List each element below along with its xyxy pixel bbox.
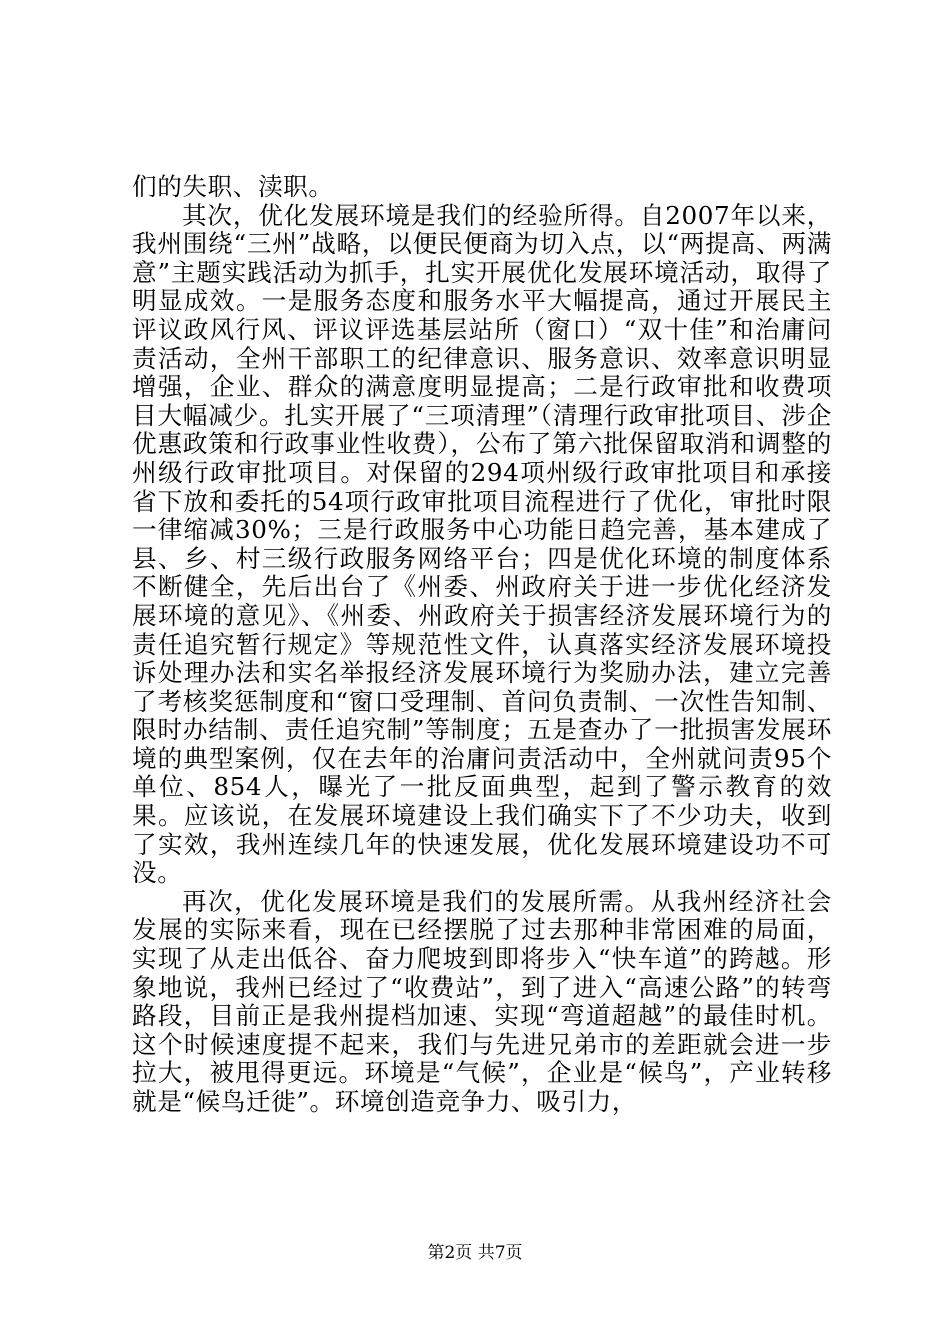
paragraph-development: 再次，优化发展环境是我们的发展所需。从我州经济社会发展的实际来看，现在已经摆脱了过去那种非常困难的局面，实现了从走出低谷、奋力爬坡到即将步入“快车道”的跨越。形象地说，我州已经过了“收费站”，到了进入“高速公路”的转弯路段，目前正是我州提档加速、实现“弯道超越”的最佳时机。这个时候速度提不起来，我们与先进兄弟市的差距就会进一步拉大，被甩得更远。环境是“气候”，企业是“候鸟”，产业转移就是“候鸟迁徙”。环境创造竞争力、吸引力， [132, 886, 832, 1116]
page-footer [0, 1243, 950, 1263]
paragraph-continuation: 们的失职、渎职。 [132, 172, 334, 201]
page-indicator: 第2页 共7页 [427, 1243, 523, 1263]
paragraph-experience: 其次，优化发展环境是我们的经验所得。自2007年以来，我州围绕“三州”战略，以便民便商为切入点，以“两提高、两满意”主题实践活动为抓手，扎实开展优化发展环境活动，取得了明显成效。一是服务态度和服务水平大幅提高，通过开展民主评议政风行风、评议评选基层站所（窗口）“双十佳”和治庸问责活动，全州干部职工的纪律意识、服务意识、效率意识明显增强，企业、群众的满意度明显提高；二是行政审批和收费项目大幅减少。扎实开展了“三项清理”（清理行政审批项目、涉企优惠政策和行政事业性收费），公布了第六批保留取消和调整的州级行政审批项目。对保留的294项州级行政审批项目和承接省下放和委托的54项行政审批项目流程进行了优化，审批时限一律缩减30%；三是行政服务中心功能日趋完善，基本建成了县、乡、村三级行政服务网络平台；四是优化环境的制度体系不断健全，先后出台了《州委、州政府关于进一步优化经济发展环境的意见》、《州委、州政府关于损害经济发展环境行为的责任追究暂行规定》等规范性文件，认真落实经济发展环境投诉处理办法和实名举报经济发展环境行为奖励办法，建立完善了考核奖惩制度和“窗口受理制、首问负责制、一次性告知制、限时办结制、责任追究制”等制度；五是查办了一批损害发展环境的典型案例，仅在去年的治庸问责活动中，全州就问责95个单位、854人，曝光了一批反面典型，起到了警示教育的效果。应该说，在发展环境建设上我们确实下了不少功夫，收到了实效，我州连续几年的快速发展，优化发展环境建设功不可没。 [132, 200, 832, 888]
body-text [132, 173, 832, 1117]
